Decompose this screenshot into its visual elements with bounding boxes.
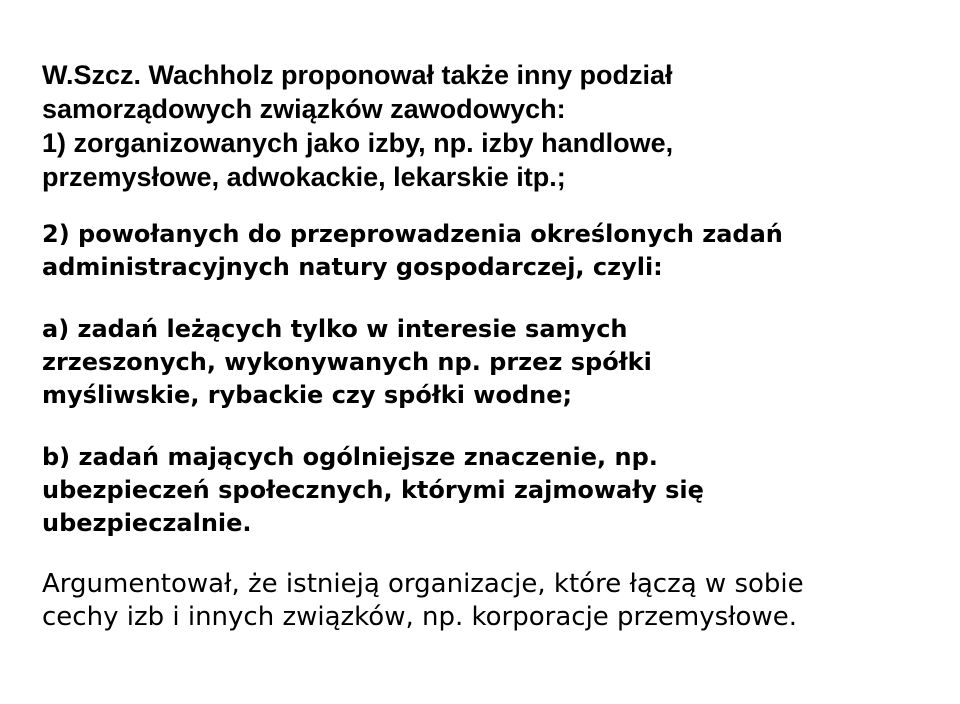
paragraph-administrative-tasks [42, 218, 783, 284]
paragraph-intro-and-chambers [42, 58, 673, 194]
text-line: 2) powołanych do przeprowadzenia określonych zadań [42, 220, 783, 248]
paragraph-argument [42, 568, 804, 634]
text-line: samorządowych związków zawodowych: [42, 94, 566, 124]
paragraph-point-b [42, 441, 704, 540]
text-line: administracyjnych natury gospodarczej, czyli: [42, 253, 663, 281]
paragraph-point-a [42, 313, 652, 412]
text-line: cechy izb i innych związków, np. korporacje przemysłowe. [42, 602, 797, 632]
text-line: myśliwskie, rybackie czy spółki wodne; [42, 381, 573, 409]
text-line: przemysłowe, adwokackie, lekarskie itp.; [42, 162, 566, 192]
text-line: W.Szcz. Wachholz proponował także inny podział [42, 60, 673, 90]
text-line: ubezpieczalnie. [42, 509, 252, 537]
text-line: b) zadań mających ogólniejsze znaczenie, np. [42, 443, 658, 471]
text-line: Argumentował, że istnieją organizacje, które łączą w sobie [42, 569, 804, 599]
text-line: a) zadań leżących tylko w interesie samych [42, 315, 628, 343]
text-line: ubezpieczeń społecznych, którymi zajmowały się [42, 476, 704, 504]
text-line: zrzeszonych, wykonywanych np. przez spółki [42, 348, 652, 376]
text-line: 1) zorganizowanych jako izby, np. izby handlowe, [42, 128, 674, 158]
